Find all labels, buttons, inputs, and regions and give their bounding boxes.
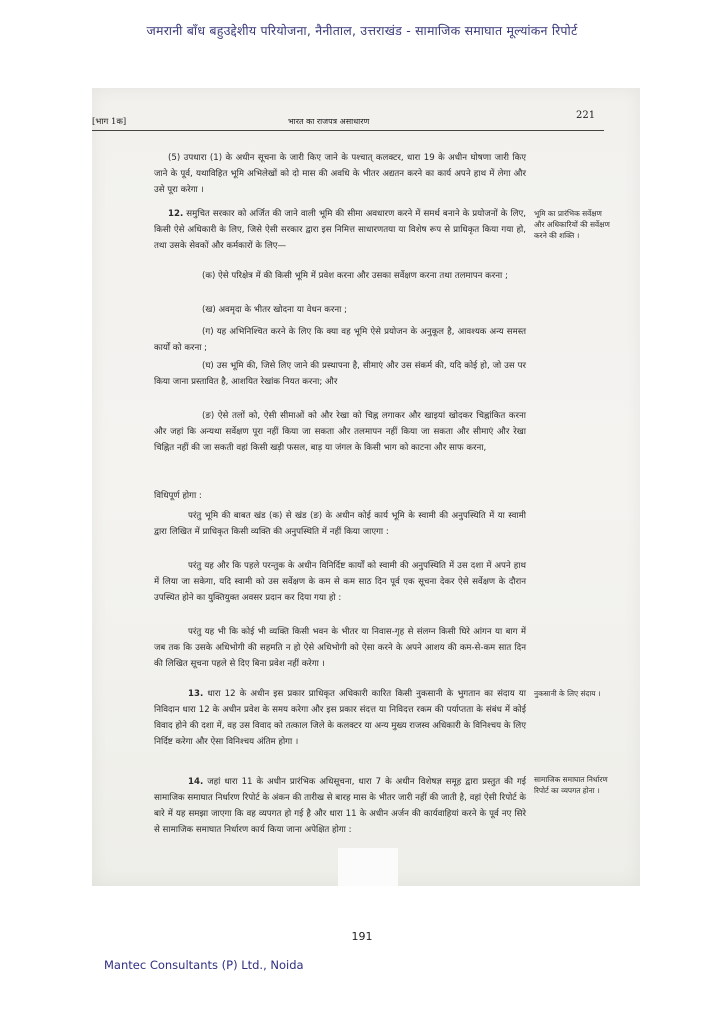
proviso-2: परंतु यह और कि पहले परन्तुक के अधीन विनिर्दिष्ट कार्यों को स्वामी की अनुपस्थिति में उस दशा में अपने हाथ में लिया जा सकेगा, यदि स्वामी को उस सर्वेक्षण के कम से कम साठ दिन पूर्व एक सूचना देकर ऐसे सर्वेक्षण के दौरान उपस्थित होने का युक्तियुक्त अवसर प्रदान कर दिया गया हो : [154,561,526,603]
gazette-title: भारत का राजपत्र असाधारण [288,117,370,126]
proviso-3: परंतु यह भी कि कोई भी व्यक्ति किसी भवन के भीतर या निवास-गृह से संलग्न किसी घिरे आंगन या बाग में जब तक कि उसके अधिभोगी की सहमति न हो ऐसे अधिभोगी को ऐसा करने के अपने आशय की कम-से-कम सात दिन की लिखित सूचना पहले से दिए बिना प्रवेश नहीं करेगा । [154,627,526,669]
margin-note-12: भूमि का प्रारंभिक सर्वेक्षण और अधिकारियों की सर्वेक्षण करने की शक्ति । [534,209,610,240]
section-14-number: 14. [188,777,204,787]
proviso-1: परंतु भूमि की बाबत खंड (क) से खंड (ङ) के अधीन कोई कार्य भूमि के स्वामी की अनुपस्थिति में या स्वामी द्वारा लिखित में प्राधिकृत किसी व्यक्ति की अनुपस्थिति में नहीं किया जाएगा : [154,511,526,537]
section-14 [154,774,526,838]
section-12 [154,206,526,254]
section-13 [154,686,526,750]
clause-5: (5) उपधारा (1) के अधीन सूचना के जारी किए जाने के पश्चात् कलक्टर, धारा 19 के अधीन घोषणा जारी किए जाने के पूर्व, यथाविहित भूमि अभिलेखों को दो मास की अवधि के भीतर अद्यतन करने का कार्य अपने हाथ में लेगा और उसे पूरा करेगा । [154,153,526,195]
clause-gha: (घ) उस भूमि की, जिसे लिए जाने की प्रस्थापना है, सीमाएं और उस संकर्म की, यदि कोई हो, जो उस पर किया जाना प्रस्तावित है, आशयित रेखांक नियत करना; और [154,361,526,387]
margin-note-14: सामाजिक समाघात निर्धारण रिपोर्ट का व्यपगत होना । [534,775,608,795]
page-number: 191 [351,930,373,943]
section-13-number: 13. [188,689,204,699]
footer-company: Mantec Consultants (P) Ltd., Noida [104,958,304,972]
section-13-text: धारा 12 के अधीन इस प्रकार प्राधिकृत अधिकारी कारित किसी नुकसानी के भुगतान का संदाय या निविदान धारा 12 के अधीन प्रवेश के समय करेगा और इस प्रकार संदत्त या निविदत्त रकम की पर्याप्तता के संबंध में कोई विवाद होने की दशा में, वह उस विवाद को तत्काल जिले के कलक्टर या अन्य मुख्य राजस्व अधिकारी के विनिश्चय के लिए निर्दिष्ट करेगा और ऐसा विनिश्चय अंतिम होगा । [154,689,527,747]
clause-ka: (क) ऐसे परिक्षेत्र में की किसी भूमि में प्रवेश करना और उसका सर्वेक्षण करना तथा तलमापन करना ; [202,271,508,281]
section-14-text: जहां धारा 11 के अधीन प्रारंभिक अधिसूचना, धारा 7 के अधीन विशेषज्ञ समूह द्वारा प्रस्तुत की गई सामाजिक समाघात निर्धारण रिपोर्ट के अंकन की तारीख से बारह मास के भीतर जारी नहीं की जाती है, वहां ऐसी रिपोर्ट के बारे में यह समझा जाएगा कि वह व्यपगत हो गई है और धारा 11 के अधीन अर्जन की कार्यवाहियां करने के पूर्व नए सिरे से सामाजिक समाघात निर्धारण कार्य किया जाना अपेक्षित होगा : [154,777,526,835]
lawful-clause: विधिपूर्ण होगा : [154,491,202,501]
section-12-text: समुचित सरकार को अर्जित की जाने वाली भूमि की सीमा अवधारण करने में समर्थ बनाने के प्रयोजनों के लिए, किसी ऐसे अधिकारी के लिए, जिसे ऐसी सरकार द्वारा इस निमित्त साधारणतया या विशेष रूप से प्राधिकृत किया गया हो, तथा उसके सेवकों और कर्मकारों के लिए— [154,209,526,251]
gazette-part-label: [भाग 1क] [92,117,127,127]
report-header-title: जमरानी बाँध बहुउद्देशीय परियोजना, नैनीताल, उत्तराखंड - सामाजिक समाघात मूल्यांकन रिपोर्ट [146,23,578,38]
margin-note-13: नुकसानी के लिए संदाय । [534,689,601,698]
clause-nga: (ङ) ऐसे तलों को, ऐसी सीमाओं को और रेखा को चिह्न लगाकर और खाइयां खोदकर चिह्नांकित करना और जहां कि अन्यथा सर्वेक्षण पूरा नहीं किया जा सकता और तलमापन नहीं किया जा सकता और सीमाएं और रेखा चिह्नित नहीं की जा सकती वहां किसी खड़ी फसल, बाड़ या जंगल के किसी भाग को काटना और साफ करना, [154,411,526,453]
scan-blank-patch [338,848,398,886]
section-12-number: 12. [168,209,184,219]
clause-ga: (ग) यह अभिनिश्चित करने के लिए कि क्या वह भूमि ऐसे प्रयोजन के अनुकूल है, आवश्यक अन्य समस्त कार्यों को करना ; [154,327,526,353]
gazette-header [92,110,604,131]
scanned-gazette-page [92,88,640,886]
gazette-page-number: 221 [576,110,596,121]
clause-kha: (ख) अवमृदा के भीतर खोदना या वेधन करना ; [202,305,348,315]
